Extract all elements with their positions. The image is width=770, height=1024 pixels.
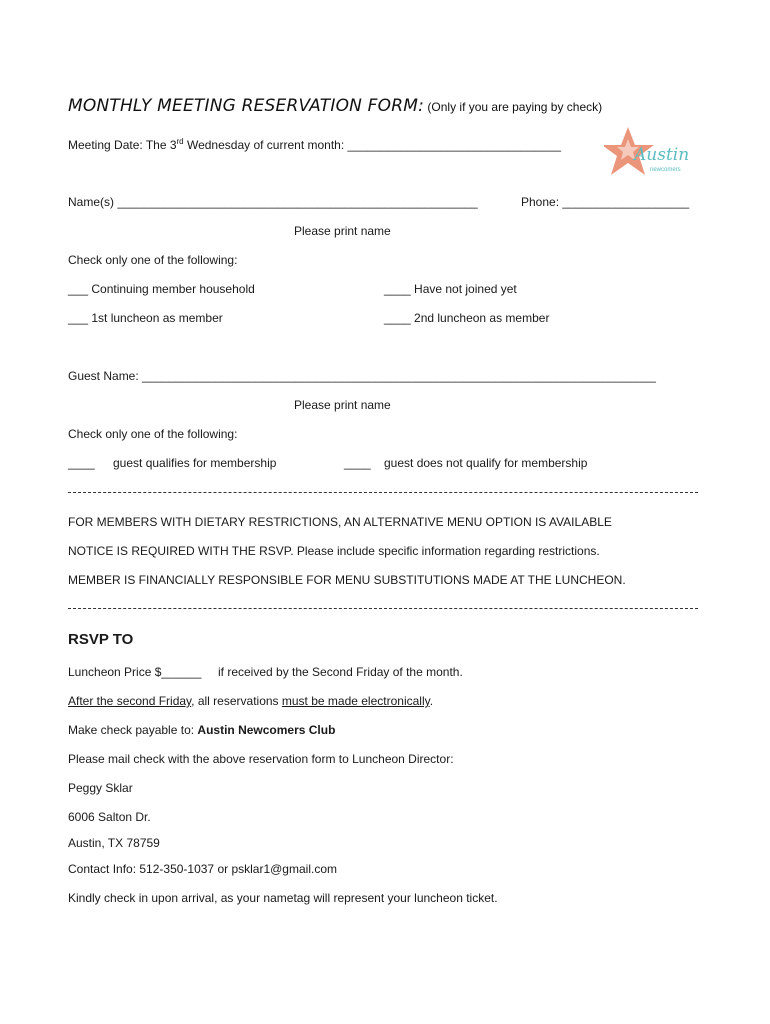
price-field[interactable]: Luncheon Price $______ — [68, 665, 202, 679]
option-first-luncheon[interactable]: ___ 1st luncheon as member — [68, 311, 223, 325]
guest-qualifies-label: guest qualifies for membership — [113, 456, 277, 470]
member-check-prompt: Check only one of the following: — [68, 253, 238, 267]
electronic-notice-part3: must be made electronically — [281, 694, 430, 708]
austin-newcomers-logo — [604, 125, 694, 183]
electronic-notice-part2: , all reservations — [191, 694, 282, 708]
payable-name: Austin Newcomers Club — [197, 723, 336, 737]
contact-info: Contact Info: 512-350-1037 or psklar1@gmail.com — [68, 862, 337, 876]
meeting-date-sup: rd — [176, 137, 184, 146]
option-not-joined[interactable]: ____ Have not joined yet — [384, 282, 517, 296]
notice-dietary: FOR MEMBERS WITH DIETARY RESTRICTIONS, AN ALTERNATIVE MENU OPTION IS AVAILABLE — [68, 515, 612, 529]
title-colon: : — [418, 96, 425, 116]
dashed-divider-bottom — [68, 608, 698, 609]
guest-not-qualify-label: guest does not qualify for membership — [384, 456, 588, 470]
meeting-date-blank[interactable]: Wednesday of current month: ________________________________ — [183, 138, 562, 152]
dashed-divider-top — [68, 492, 698, 493]
meeting-date-label: Meeting Date: The 3 — [68, 138, 177, 152]
form-header — [68, 96, 602, 116]
names-print-hint: Please print name — [294, 224, 391, 238]
title-note: (Only if you are paying by check) — [427, 100, 603, 114]
electronic-notice-part1: After the second Friday — [68, 694, 192, 708]
rsvp-heading: RSVP TO — [68, 631, 134, 648]
payable-line — [68, 723, 335, 737]
option-continuing-member[interactable]: ___ Continuing member household — [68, 282, 255, 296]
guest-print-hint: Please print name — [294, 398, 391, 412]
meeting-date-line — [68, 137, 561, 152]
guest-qualifies-blank[interactable]: ____ — [68, 456, 95, 470]
address-city: Austin, TX 78759 — [68, 836, 160, 850]
payable-label: Make check payable to: — [68, 723, 198, 737]
notice-financial: MEMBER IS FINANCIALLY RESPONSIBLE FOR MENU SUBSTITUTIONS MADE AT THE LUNCHEON. — [68, 573, 626, 587]
mail-instructions: Please mail check with the above reservation form to Luncheon Director: — [68, 752, 454, 766]
form-title: MONTHLY MEETING RESERVATION FORM — [68, 96, 419, 116]
address-street: 6006 Salton Dr. — [68, 810, 151, 824]
phone-field[interactable]: Phone: ___________________ — [521, 195, 690, 209]
closing-note: Kindly check in upon arrival, as your nametag will represent your luncheon ticket. — [68, 891, 498, 905]
electronic-notice-part4: . — [429, 694, 434, 708]
names-field[interactable]: Name(s) ______________________________________________________ — [68, 195, 478, 209]
logo-text: Austin — [634, 145, 690, 165]
guest-check-prompt: Check only one of the following: — [68, 427, 238, 441]
notice-rsvp-required: NOTICE IS REQUIRED WITH THE RSVP. Please include specific information regarding restrictions. — [68, 544, 600, 558]
logo-subtext: newcomers — [650, 167, 681, 173]
guest-not-qualify-blank[interactable]: ____ — [344, 456, 371, 470]
director-name: Peggy Sklar — [68, 781, 133, 795]
price-note: if received by the Second Friday of the month. — [218, 665, 463, 679]
option-second-luncheon[interactable]: ____ 2nd luncheon as member — [384, 311, 550, 325]
electronic-notice — [68, 694, 433, 708]
guest-name-field[interactable]: Guest Name: _____________________________________________________________________________ — [68, 369, 656, 383]
